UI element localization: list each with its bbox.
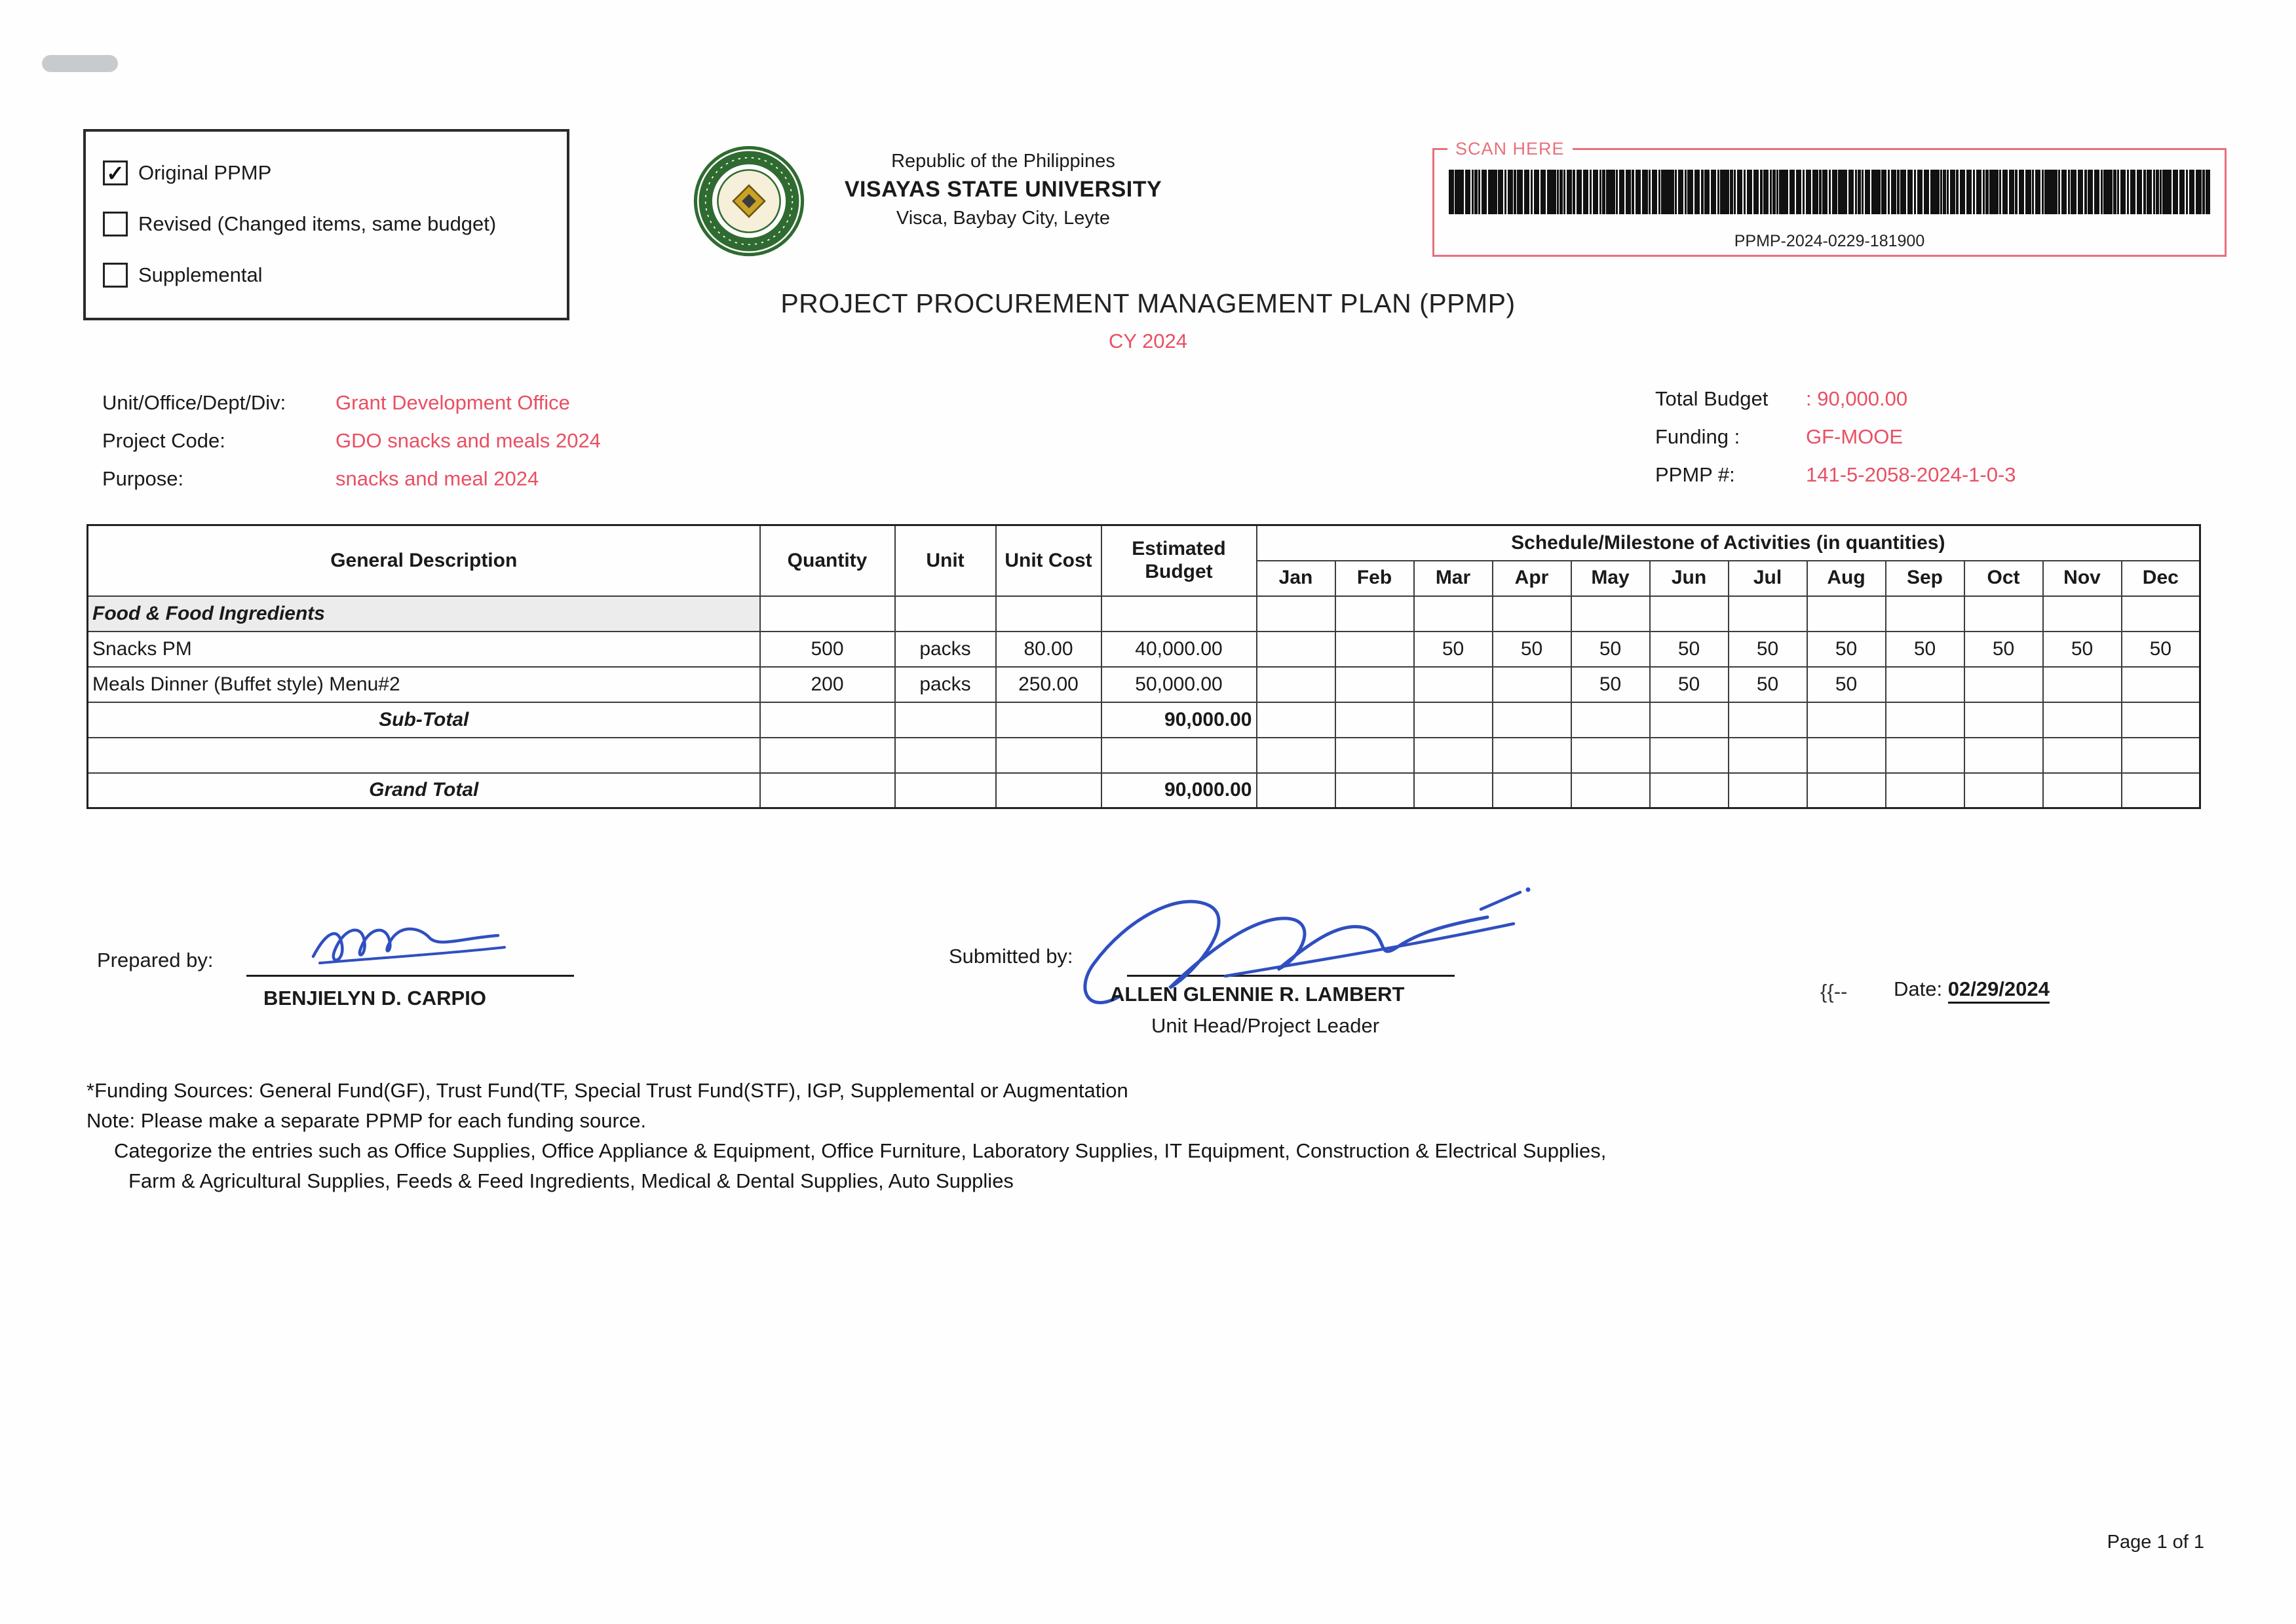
item-unit: packs [895,667,996,702]
footnote-funding-sources: *Funding Sources: General Fund(GF), Trust Fund(TF, Special Trust Fund(STF), IGP, Supplemental or Augmentation [86,1079,1128,1102]
col-header-description: General Description [88,525,760,596]
section-row [88,596,2200,632]
date-value: 02/29/2024 [1948,977,2050,1004]
col-header-schedule: Schedule/Milestone of Activities (in quantities) [1257,525,2200,561]
checkbox-row-revised [103,198,550,250]
month-header-sep: Sep [1886,561,1964,596]
checkbox-revised-ppmp[interactable] [103,212,128,236]
total-budget-value: : 90,000.00 [1806,387,1908,410]
checkbox-label: Revised (Changed items, same budget) [138,212,497,235]
purpose-value: snacks and meal 2024 [335,467,539,490]
checkbox-label: Original PPMP [138,161,272,184]
page-number: Page 1 of 1 [2107,1532,2204,1553]
scan-here-box [1432,139,2227,257]
month-header-mar: Mar [1414,561,1493,596]
checkbox-label: Supplemental [138,263,263,286]
footnote-categorize-2: Farm & Agricultural Supplies, Feeds & Feed Ingredients, Medical & Dental Supplies, Auto Supplies [128,1169,1014,1192]
stray-mark: {{-- [1820,980,1848,1003]
purpose-label: Purpose: [102,467,184,490]
unit-office-label: Unit/Office/Dept/Div: [102,391,286,414]
item-unit: packs [895,632,996,667]
project-info-block [102,384,601,498]
month-header-jan: Jan [1257,561,1335,596]
funding-label: Funding : [1655,425,1740,448]
scan-here-label: SCAN HERE [1447,139,1573,159]
item-budget: 40,000.00 [1101,632,1257,667]
barcode-number: PPMP-2024-0229-181900 [1734,232,1925,250]
section-label: Food & Food Ingredients [88,596,760,632]
subtotal-row [88,702,2200,738]
unit-head-title: Unit Head/Project Leader [1151,1014,1380,1037]
total-budget-label: Total Budget [1655,387,1769,410]
checkbox-supplemental-ppmp[interactable] [103,263,128,288]
document-title: PROJECT PROCUREMENT MANAGEMENT PLAN (PPMP) [780,288,1516,318]
item-unit-cost: 80.00 [996,632,1101,667]
footnotes [86,1076,1606,1196]
checkbox-original-ppmp[interactable]: ✓ [103,161,128,185]
grand-total-label: Grand Total [88,773,760,808]
letterhead [794,148,1213,231]
prepared-signature-line [246,945,574,977]
item-budget: 50,000.00 [1101,667,1257,702]
date-row [1894,977,2050,1001]
month-header-apr: Apr [1493,561,1571,596]
item-quantity: 200 [760,667,895,702]
project-code-label: Project Code: [102,429,225,452]
table-header-row [88,525,2200,561]
empty-row [88,738,2200,773]
submitted-by-label: Submitted by: [949,945,1073,968]
ppmp-table [86,524,2201,809]
subtotal-value: 90,000.00 [1101,702,1257,738]
submitted-name: ALLEN GLENNIE R. LAMBERT [1110,983,1405,1006]
checkbox-row-original [103,147,550,198]
item-unit-cost: 250.00 [996,667,1101,702]
month-header-jun: Jun [1650,561,1729,596]
col-header-unit: Unit [895,525,996,596]
col-header-quantity: Quantity [760,525,895,596]
month-header-may: May [1571,561,1650,596]
date-label: Date: [1894,977,1943,1000]
university-seal-logo [693,145,805,257]
ppmp-number-label: PPMP #: [1655,463,1735,486]
prepared-name: BENJIELYN D. CARPIO [263,987,486,1010]
university-address: Visca, Baybay City, Leyte [896,207,1111,229]
ppmp-number-value: 141-5-2058-2024-1-0-3 [1806,463,2016,486]
month-header-aug: Aug [1807,561,1886,596]
month-header-jul: Jul [1729,561,1807,596]
budget-info-block [1655,380,2016,494]
funding-value: GF-MOOE [1806,425,1904,448]
table-row-snacks: Snacks PM 500 packs 80.00 40,000.00 50 50 50 50 50 50 50 50 50 50 [88,632,2200,667]
unit-office-value: Grant Development Office [335,391,570,414]
scan-artifact [42,55,118,72]
footnote-categorize-1: Categorize the entries such as Office Supplies, Office Appliance & Equipment, Office Furniture, Laboratory Supplies, IT Equipment, Construction & Electrical Supplies, [114,1139,1607,1162]
month-header-dec: Dec [2122,561,2200,596]
table-row-meals: Meals Dinner (Buffet style) Menu#2 200 packs 250.00 50,000.00 50 50 50 50 [88,667,2200,702]
col-header-estimated-budget: Estimated Budget [1101,525,1257,596]
grand-total-value: 90,000.00 [1101,773,1257,808]
month-header-feb: Feb [1335,561,1414,596]
month-header-oct: Oct [1964,561,2043,596]
calendar-year-label: CY 2024 [1108,330,1188,352]
item-description: Meals Dinner (Buffet style) Menu#2 [88,667,760,702]
project-code-value: GDO snacks and meals 2024 [335,429,601,452]
prepared-by-label: Prepared by: [97,949,214,972]
grandtotal-row [88,773,2200,808]
col-header-unit-cost: Unit Cost [996,525,1101,596]
submitted-signature-line [1127,945,1455,977]
item-description: Snacks PM [88,632,760,667]
subtotal-label: Sub-Total [88,702,760,738]
barcode-icon [1449,170,2210,214]
university-name: VISAYAS STATE UNIVERSITY [844,177,1162,202]
republic-line: Republic of the Philippines [891,151,1115,172]
item-quantity: 500 [760,632,895,667]
month-header-nov: Nov [2043,561,2122,596]
footnote-note: Note: Please make a separate PPMP for each funding source. [86,1109,647,1132]
